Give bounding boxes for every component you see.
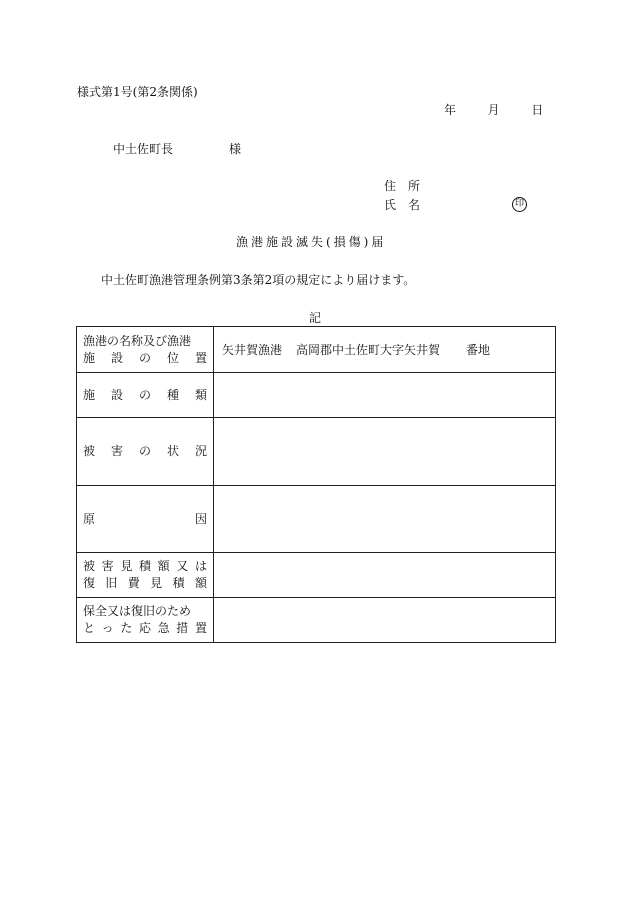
date-day-label: 日 [531,103,544,117]
date-year-label: 年 [444,103,457,117]
table-row [77,373,556,418]
row-value-cause[interactable] [214,486,556,553]
row-label-location [77,327,214,373]
label-line: 保全又は復旧のため [83,604,192,618]
ki-label: 記 [309,311,322,325]
label-line: 被 害 見 積 額 又 は [83,559,207,573]
document-body: 中土佐町漁港管理条例第3条第2項の規定により届けます。 [101,273,416,287]
addressee-office: 中土佐町長 [113,142,174,156]
table-row [77,418,556,486]
name-label: 氏名 [384,198,433,212]
port-address: 高岡郡中土佐町大字矢井賀 [296,343,441,357]
label-line: 施 設 の 位 置 [83,350,207,365]
address-label: 住所 [384,179,433,193]
label-line: と っ た 応 急 措 置 [83,621,207,635]
label-line: 復 旧 費 見 積 額 [83,576,207,590]
row-value-location[interactable] [214,327,556,373]
row-label-cause [77,486,214,553]
table-row [77,486,556,553]
date-month-label: 月 [487,103,500,117]
label-line: 原 因 [83,511,207,526]
seal-mark: 印 [512,197,527,212]
row-label-damage-status [77,418,214,486]
row-value-facility-type[interactable] [214,373,556,418]
label-line: 被 害 の 状 況 [83,444,207,458]
row-label-emergency-measures [77,598,214,643]
port-banchi: 番地 [466,343,491,357]
date-line [444,104,543,116]
port-name: 矢井賀漁港 [222,343,283,357]
form-number: 様式第1号(第2条関係) [77,85,198,99]
report-table [76,326,556,643]
table-row [77,553,556,598]
table-row [77,327,556,373]
row-value-damage-estimate[interactable] [214,553,556,598]
row-label-facility-type [77,373,214,418]
row-value-damage-status[interactable] [214,418,556,486]
addressee [113,143,241,155]
row-value-emergency-measures[interactable] [214,598,556,643]
label-line: 漁港の名称及び漁港 [83,333,192,348]
document-title: 漁港施設滅失(損傷)届 [236,235,387,249]
row-label-damage-estimate [77,553,214,598]
addressee-honorific: 様 [229,142,242,156]
label-line: 施 設 の 種 類 [83,387,207,402]
table-row [77,598,556,643]
